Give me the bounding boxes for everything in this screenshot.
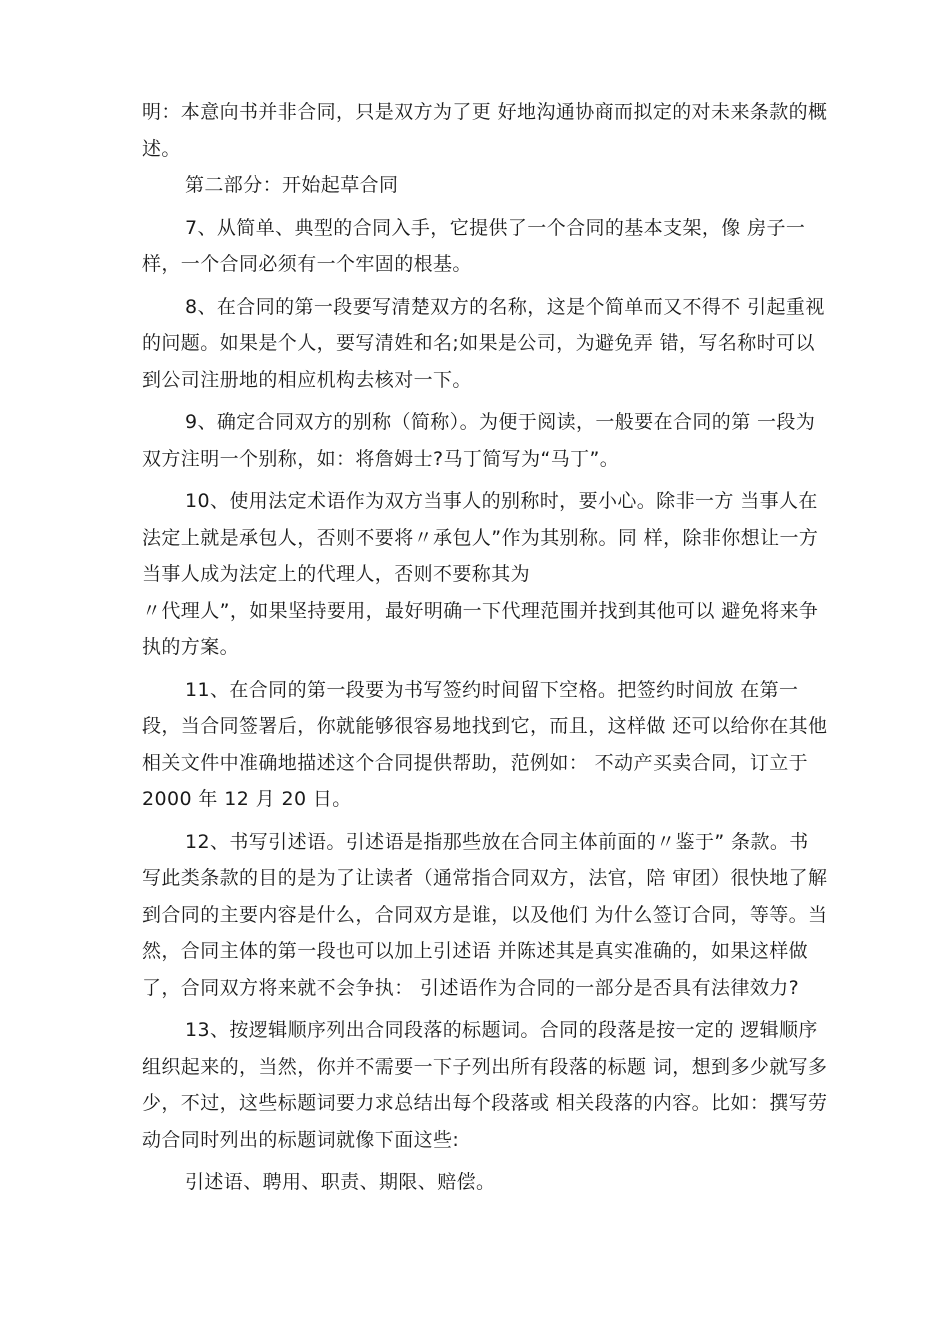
text-line: 当事人成为法定上的代理人，否则不要称其为	[142, 563, 531, 585]
text-line: 双方注明一个别称，如：将詹姆士?马丁简写为“马丁”。	[142, 447, 620, 470]
text-line: 12、书写引述语。引述语是指那些放在合同主体前面的〃鉴于” 条款。书	[185, 830, 809, 853]
section-heading-text: 第二部分：开始起草合同	[185, 174, 399, 196]
paragraph-heading-list	[142, 1164, 830, 1201]
text-line: 写此类条款的目的是为了让读者（通常指合同双方，法官，陪 审团）很快地了解	[142, 867, 828, 889]
text-line: 到合同的主要内容是什么，合同双方是谁，以及他们 为什么签订合同，等等。当	[142, 903, 828, 926]
text-line: 法定上就是承包人，否则不要将〃承包人”作为其别称。同 样，除非你想让一方	[142, 526, 819, 549]
text-line: 7、从简单、典型的合同入手，它提供了一个合同的基本支架，像 房子一	[185, 216, 806, 239]
text-line: 〃代理人”，如果坚持要用，最好明确一下代理范围并找到其他可以 避免将来争	[142, 599, 819, 622]
text-line: 组织起来的，当然，你并不需要一下子列出所有段落的标题 词，想到多少就写多	[142, 1055, 828, 1078]
text-line: 然，合同主体的第一段也可以加上引述语 并陈述其是真实准确的，如果这样做	[142, 940, 809, 962]
text-line: 述。	[142, 137, 181, 160]
text-line: 了，合同双方将来就不会争执： 引述语作为合同的一部分是否具有法律效力?	[142, 976, 800, 999]
paragraph-item-7	[142, 210, 830, 283]
paragraph-item-11	[142, 672, 830, 818]
text-line: 明：本意向书并非合同，只是双方为了更 好地沟通协商而拟定的对未来条款的概	[142, 101, 828, 123]
text-line: 的问题。如果是个人，要写清姓和名;如果是公司，为避免弄 错，写名称时可以	[142, 332, 815, 354]
paragraph-item-9	[142, 404, 830, 477]
text-line: 9、确定合同双方的别称（简称）。为便于阅读，一般要在合同的第 一段为	[185, 411, 816, 433]
paragraph-item-10	[142, 483, 830, 666]
text-line: 11、在合同的第一段要为书写签约时间留下空格。把签约时间放 在第一	[185, 678, 799, 701]
paragraph-item-13	[142, 1012, 830, 1158]
text-line: 10、使用法定术语作为双方当事人的别称时，要小心。除非一方 当事人在	[185, 490, 818, 512]
text-line: 相关文件中准确地描述这个合同提供帮助，范例如： 不动产买卖合同，订立于	[142, 751, 809, 774]
text-line: 8、在合同的第一段要写清楚双方的名称，这是个简单而又不得不 引起重视	[185, 295, 825, 318]
paragraph-intro-continuation	[142, 94, 830, 167]
text-line: 引述语、聘用、职责、期限、赔偿。	[185, 1171, 496, 1193]
text-line: 样，一个合同必须有一个牢固的根基。	[142, 253, 472, 275]
paragraph-item-12	[142, 824, 830, 1007]
text-line: 执的方案。	[142, 636, 240, 658]
text-line: 动合同时列出的标题词就像下面这些:	[142, 1128, 460, 1151]
text-line: 13、按逻辑顺序列出合同段落的标题词。合同的段落是按一定的 逻辑顺序	[185, 1019, 818, 1041]
text-line: 2000 年 12 月 20 日。	[142, 788, 352, 810]
section-heading	[142, 167, 830, 204]
paragraph-item-8	[142, 289, 830, 399]
text-line: 段，当合同签署后，你就能够很容易地找到它，而且，这样做 还可以给你在其他	[142, 715, 828, 737]
document-body	[142, 94, 830, 1201]
text-line: 少，不过，这些标题词要力求总结出每个段落或 相关段落的内容。比如：撰写劳	[142, 1092, 828, 1114]
text-line: 到公司注册地的相应机构去核对一下。	[142, 368, 472, 391]
